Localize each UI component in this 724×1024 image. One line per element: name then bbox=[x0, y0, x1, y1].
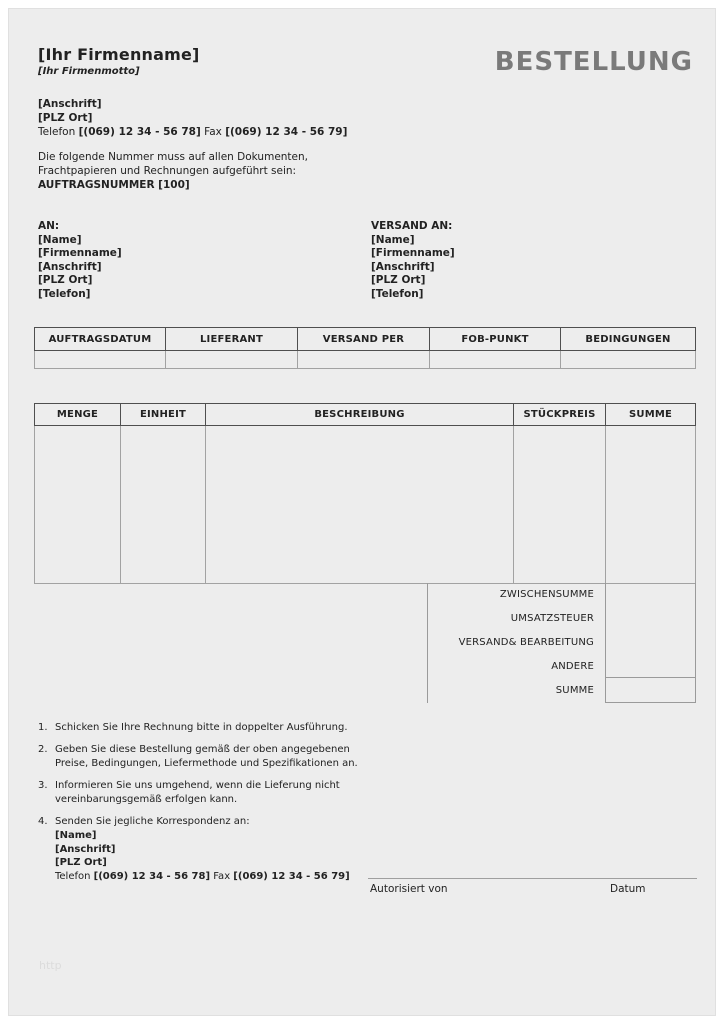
fax-label: Fax bbox=[200, 126, 226, 138]
recipient-anschrift: [Anschrift] bbox=[38, 260, 102, 273]
totals-labels bbox=[427, 583, 606, 703]
telefon-number: [(069) 12 34 - 56 78] bbox=[78, 126, 201, 138]
cell-auftragsdatum bbox=[35, 351, 166, 369]
label-versand-bearbeitung: VERSAND& BEARBEITUNG bbox=[458, 637, 594, 648]
note-item-3 bbox=[38, 779, 388, 807]
shipping-telefon: [Telefon] bbox=[371, 287, 424, 300]
note-text: Senden Sie jegliche Korrespondenz an: bbox=[55, 816, 250, 827]
note-item-4 bbox=[38, 815, 388, 883]
shipping-firmenname: [Firmenname] bbox=[371, 247, 455, 260]
label-andere: ANDERE bbox=[551, 661, 594, 672]
header-summe: SUMME bbox=[606, 404, 696, 426]
company-motto: [Ihr Firmenmotto] bbox=[38, 66, 140, 77]
recipient-plz-ort: [PLZ Ort] bbox=[38, 274, 93, 287]
cell-lieferant bbox=[166, 351, 298, 369]
company-plz-ort: [PLZ Ort] bbox=[38, 112, 93, 124]
company-phone-line bbox=[38, 125, 347, 139]
note-number: 3. bbox=[38, 780, 48, 791]
order-info-value-row bbox=[35, 351, 696, 369]
items-body-row bbox=[35, 426, 696, 584]
header-auftragsdatum: AUFTRAGSDATUM bbox=[35, 328, 166, 351]
shipping-heading: VERSAND AN: bbox=[371, 220, 453, 232]
cell-einheit bbox=[121, 426, 206, 584]
items-table bbox=[34, 403, 696, 584]
company-address bbox=[38, 97, 347, 139]
note-text: Schicken Sie Ihre Rechnung bitte in doppelter Ausführung. bbox=[55, 722, 348, 733]
fax-number: [(069) 12 34 - 56 79] bbox=[225, 126, 348, 138]
signature-area bbox=[368, 878, 697, 901]
shipping-block bbox=[371, 220, 455, 302]
notes-list bbox=[38, 721, 388, 891]
label-zwischensumme: ZWISCHENSUMME bbox=[499, 589, 594, 600]
items-header-row bbox=[35, 404, 696, 426]
note-text: Informieren Sie uns umgehend, wenn die Lieferung nicht vereinbarungsgemäß erfolgen kann. bbox=[55, 780, 340, 805]
telefon-label: Telefon bbox=[38, 126, 79, 138]
recipient-name: [Name] bbox=[38, 233, 82, 246]
authorized-by-label: Autorisiert von bbox=[370, 883, 448, 895]
note-text: Geben Sie diese Bestellung gemäß der oben angegebenen Preise, Bedingungen, Liefermethode und Spezifikationen an. bbox=[55, 744, 358, 769]
cell-menge bbox=[35, 426, 121, 584]
cell-versand-per bbox=[298, 351, 430, 369]
label-summe: SUMME bbox=[555, 685, 594, 696]
correspondence-name: [Name] bbox=[55, 830, 97, 841]
watermark-text: http bbox=[39, 959, 62, 972]
document-page bbox=[8, 8, 716, 1016]
order-info-header-row bbox=[35, 328, 696, 351]
header-bedingungen: BEDINGUNGEN bbox=[561, 328, 696, 351]
order-info-table bbox=[34, 327, 696, 369]
company-name: [Ihr Firmenname] bbox=[38, 45, 200, 64]
recipient-block bbox=[38, 220, 122, 302]
note-text-with-address bbox=[55, 815, 385, 883]
header-fob-punkt: FOB-PUNKT bbox=[430, 328, 561, 351]
company-anschrift: [Anschrift] bbox=[38, 98, 102, 110]
header-versand-per: VERSAND PER bbox=[298, 328, 430, 351]
recipient-firmenname: [Firmenname] bbox=[38, 247, 122, 260]
header-lieferant: LIEFERANT bbox=[166, 328, 298, 351]
order-note-line2: Frachtpapieren und Rechnungen aufgeführt sein: bbox=[38, 165, 297, 177]
cell-beschreibung bbox=[206, 426, 514, 584]
shipping-name: [Name] bbox=[371, 233, 415, 246]
company-header bbox=[38, 45, 200, 77]
note-number: 2. bbox=[38, 744, 48, 755]
telefon-label: Telefon bbox=[55, 870, 94, 882]
fax-number: [(069) 12 34 - 56 79] bbox=[233, 870, 350, 882]
totals-value-column bbox=[605, 583, 696, 703]
fax-label: Fax bbox=[210, 870, 234, 882]
order-note-line1: Die folgende Nummer muss auf allen Dokumenten, bbox=[38, 151, 309, 163]
correspondence-phone-line bbox=[55, 870, 385, 884]
order-number-note bbox=[38, 150, 308, 192]
note-number: 1. bbox=[38, 722, 48, 733]
cell-summe bbox=[606, 426, 696, 584]
totals-section bbox=[427, 583, 697, 704]
recipient-telefon: [Telefon] bbox=[38, 287, 91, 300]
header-menge: MENGE bbox=[35, 404, 121, 426]
header-einheit: EINHEIT bbox=[121, 404, 206, 426]
page-title: BESTELLUNG bbox=[494, 47, 693, 77]
header-beschreibung: BESCHREIBUNG bbox=[206, 404, 514, 426]
header-stueckpreis: STÜCKPREIS bbox=[514, 404, 606, 426]
shipping-plz-ort: [PLZ Ort] bbox=[371, 274, 426, 287]
cell-bedingungen bbox=[561, 351, 696, 369]
correspondence-block bbox=[55, 829, 385, 883]
correspondence-anschrift: [Anschrift] bbox=[55, 843, 116, 855]
summe-value-cell bbox=[606, 678, 695, 703]
recipient-heading: AN: bbox=[38, 220, 60, 232]
date-label: Datum bbox=[610, 883, 646, 895]
telefon-number: [(069) 12 34 - 56 78] bbox=[93, 870, 211, 882]
cell-fob-punkt bbox=[430, 351, 561, 369]
correspondence-plz-ort: [PLZ Ort] bbox=[55, 857, 107, 869]
auftragsnummer: AUFTRAGSNUMMER [100] bbox=[38, 179, 190, 191]
note-number: 4. bbox=[38, 816, 48, 827]
shipping-anschrift: [Anschrift] bbox=[371, 260, 435, 273]
cell-stueckpreis bbox=[514, 426, 606, 584]
totals-upper-cell bbox=[606, 583, 695, 678]
label-umsatzsteuer: UMSATZSTEUER bbox=[510, 613, 594, 624]
note-item-2 bbox=[38, 743, 388, 771]
note-item-1 bbox=[38, 721, 388, 735]
